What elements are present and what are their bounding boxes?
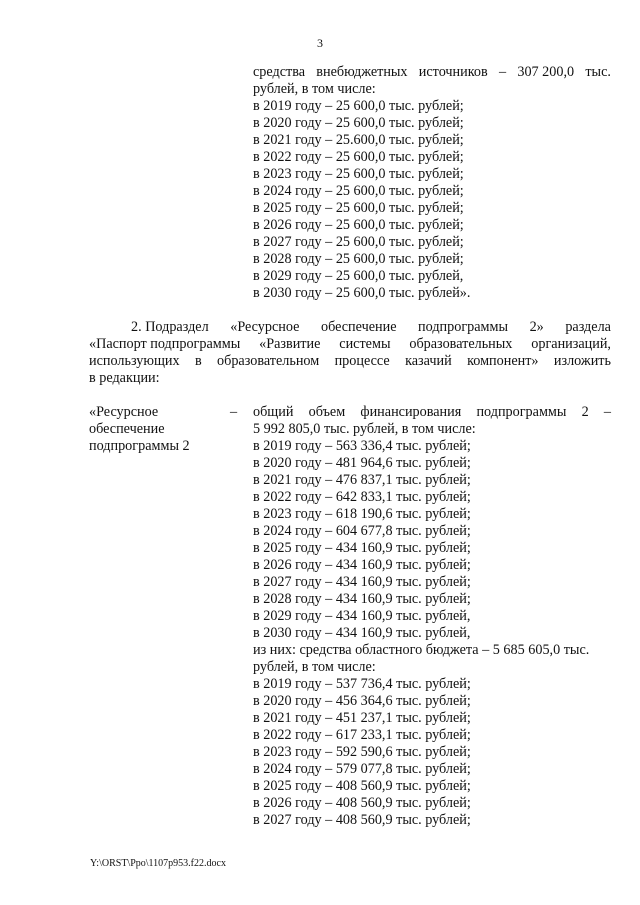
table-regional-year-line: в 2025 году – 408 560,9 тыс. рублей; <box>253 778 471 794</box>
block1-year-line: в 2021 году – 25.600,0 тыс. рублей; <box>253 132 464 148</box>
word: образовательном <box>217 353 320 369</box>
word: 307 200,0 <box>517 64 575 80</box>
word: средства <box>253 64 306 80</box>
table-year-line: в 2019 году – 563 336,4 тыс. рублей; <box>253 438 471 454</box>
word: финансирования <box>360 404 462 420</box>
word: системы <box>339 336 391 352</box>
word: подпрограммы <box>476 404 567 420</box>
file-path-footer: Y:\ORST\Ppo\1107p953.f22.docx <box>90 858 226 869</box>
table-regional-year-line: в 2019 году – 537 736,4 тыс. рублей; <box>253 676 471 692</box>
block1-head-cont: рублей, в том числе: <box>253 81 376 97</box>
word: раздела <box>565 319 611 335</box>
word: «Ресурсное <box>230 319 300 335</box>
word: объем <box>308 404 346 420</box>
table-year-line: в 2022 году – 642 833,1 тыс. рублей; <box>253 489 471 505</box>
paragraph-line-4: в редакции: <box>89 370 160 386</box>
table-year-line: в 2029 году – 434 160,9 тыс. рублей, <box>253 608 471 624</box>
word: компонент» <box>467 353 539 369</box>
table-year-line: в 2028 году – 434 160,9 тыс. рублей; <box>253 591 471 607</box>
word: процессе <box>334 353 390 369</box>
paragraph-line-1 <box>131 319 611 336</box>
table-regional-year-line: в 2020 году – 456 364,6 тыс. рублей; <box>253 693 471 709</box>
block1-year-line: в 2025 году – 25 600,0 тыс. рублей; <box>253 200 464 216</box>
word: внебюджетных <box>316 64 408 80</box>
word: 2 <box>581 404 589 420</box>
word: в <box>194 353 202 369</box>
table-left-label: «Ресурсное <box>89 404 159 420</box>
word: организаций, <box>531 336 611 352</box>
block1-year-line: в 2028 году – 25 600,0 тыс. рублей; <box>253 251 464 267</box>
block1-head <box>253 64 611 81</box>
word: – <box>603 404 611 420</box>
table-regional-year-line: в 2026 году – 408 560,9 тыс. рублей; <box>253 795 471 811</box>
word: – <box>498 64 507 80</box>
table-regional-year-line: в 2023 году – 592 590,6 тыс. рублей; <box>253 744 471 760</box>
table-regional-cont: рублей, в том числе: <box>253 659 376 675</box>
paragraph-line-2 <box>89 336 611 353</box>
block1-year-line: в 2024 году – 25 600,0 тыс. рублей; <box>253 183 464 199</box>
table-year-line: в 2030 году – 434 160,9 тыс. рублей, <box>253 625 471 641</box>
page-number: 3 <box>317 36 323 50</box>
block1-year-line: в 2026 году – 25 600,0 тыс. рублей; <box>253 217 464 233</box>
table-regional-year-line: в 2024 году – 579 077,8 тыс. рублей; <box>253 761 471 777</box>
table-year-line: в 2024 году – 604 677,8 тыс. рублей; <box>253 523 471 539</box>
block1-year-line: в 2029 году – 25 600,0 тыс. рублей, <box>253 268 464 284</box>
word: «Развитие <box>259 336 321 352</box>
table-regional-year-line: в 2021 году – 451 237,1 тыс. рублей; <box>253 710 471 726</box>
block1-year-line: в 2020 году – 25 600,0 тыс. рублей; <box>253 115 464 131</box>
word: 2. Подраздел <box>131 319 209 335</box>
word: использующих <box>89 353 180 369</box>
table-regional-year-line: в 2027 году – 408 560,9 тыс. рублей; <box>253 812 471 828</box>
word: казачий <box>405 353 452 369</box>
table-year-line: в 2023 году – 618 190,6 тыс. рублей; <box>253 506 471 522</box>
word: образовательных <box>409 336 513 352</box>
block1-year-line: в 2023 году – 25 600,0 тыс. рублей; <box>253 166 464 182</box>
block1-year-line: в 2030 году – 25 600,0 тыс. рублей». <box>253 285 471 301</box>
table-year-line: в 2027 году – 434 160,9 тыс. рублей; <box>253 574 471 590</box>
block1-year-line: в 2019 году – 25 600,0 тыс. рублей; <box>253 98 464 114</box>
table-left-label: подпрограммы 2 <box>89 438 190 454</box>
word: обеспечение <box>320 319 397 335</box>
table-year-line: в 2026 году – 434 160,9 тыс. рублей; <box>253 557 471 573</box>
table-regional-year-line: в 2022 году – 617 233,1 тыс. рублей; <box>253 727 471 743</box>
word: изложить <box>553 353 611 369</box>
table-total-cont: 5 992 805,0 тыс. рублей, в том числе: <box>253 421 476 437</box>
table-total-head <box>253 404 611 421</box>
table-regional-head: из них: средства областного бюджета – 5 685 605,0 тыс. <box>253 642 590 658</box>
word: общий <box>253 404 294 420</box>
table-year-line: в 2025 году – 434 160,9 тыс. рублей; <box>253 540 471 556</box>
word: 2» <box>529 319 544 335</box>
word: подпрограммы <box>418 319 509 335</box>
table-year-line: в 2021 году – 476 837,1 тыс. рублей; <box>253 472 471 488</box>
table-year-line: в 2020 году – 481 964,6 тыс. рублей; <box>253 455 471 471</box>
word: тыс. <box>585 64 611 80</box>
block1-year-line: в 2022 году – 25 600,0 тыс. рублей; <box>253 149 464 165</box>
word: источников <box>418 64 488 80</box>
table-left-label: обеспечение <box>89 421 165 437</box>
paragraph-line-3 <box>89 353 611 370</box>
word: «Паспорт подпрограммы <box>89 336 241 352</box>
block1-year-line: в 2027 году – 25 600,0 тыс. рублей; <box>253 234 464 250</box>
table-dash: – <box>230 404 238 420</box>
